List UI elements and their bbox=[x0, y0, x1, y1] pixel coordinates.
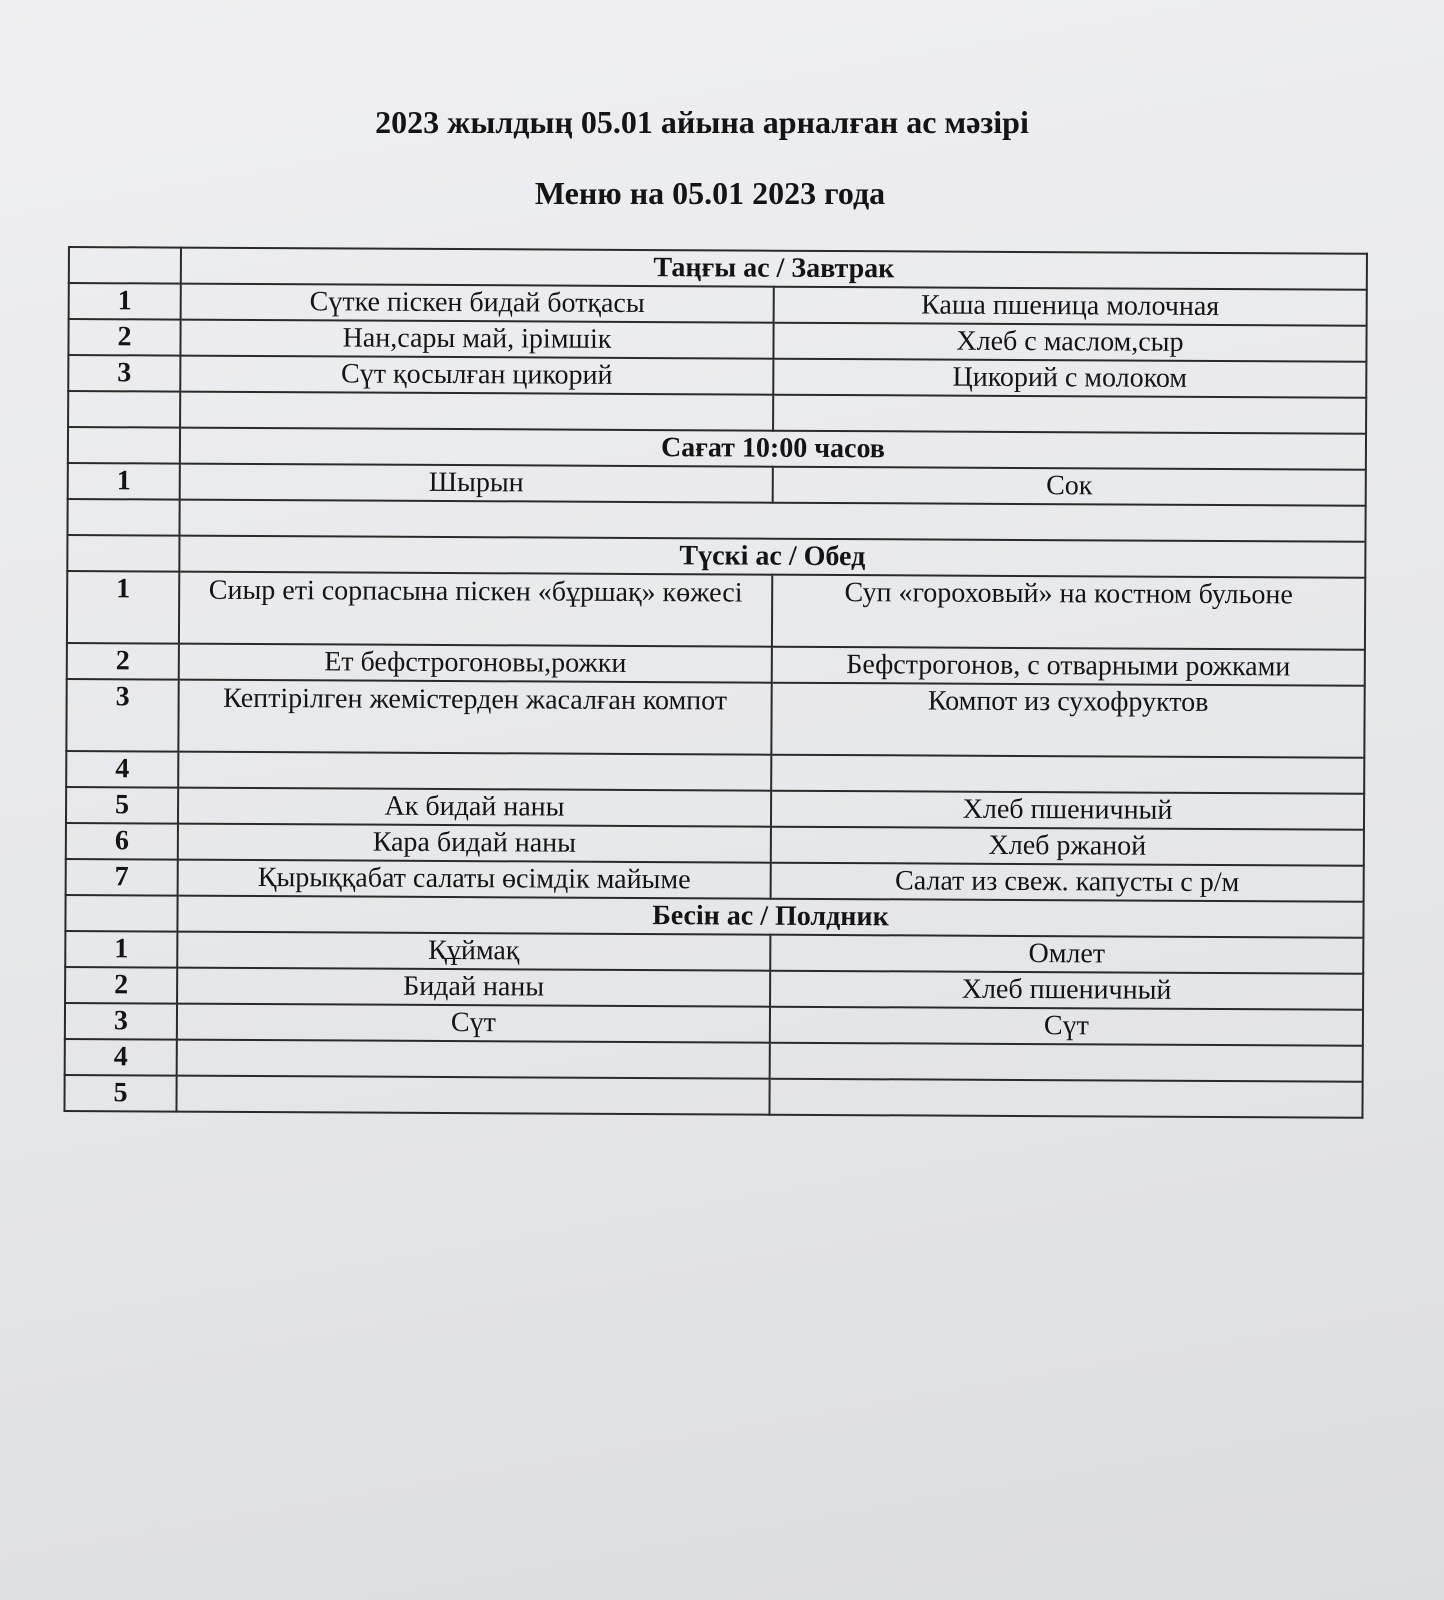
dish-russian bbox=[771, 755, 1364, 794]
section-heading: Сағат 10:00 часов bbox=[180, 428, 1366, 470]
menu-table bbox=[63, 246, 1368, 1119]
row-number: 1 bbox=[69, 283, 181, 320]
dish-kazakh: Сүтке піскен бидай ботқасы bbox=[181, 284, 774, 323]
dish-russian: Хлеб с маслом,сыр bbox=[773, 323, 1366, 362]
title-russian: Меню на 05.01 2023 года bbox=[534, 175, 886, 211]
dish-russian: Бефстрогонов, с отварными рожками bbox=[772, 647, 1365, 686]
section-num-cell bbox=[68, 427, 180, 464]
row-number: 1 bbox=[68, 463, 180, 500]
dish-russian bbox=[769, 1079, 1362, 1118]
section-heading: Түскі ас / Обед bbox=[179, 536, 1365, 578]
dish-kazakh bbox=[176, 1076, 769, 1115]
section-num-cell bbox=[69, 247, 181, 284]
row-number: 3 bbox=[68, 355, 180, 392]
row-number: 1 bbox=[65, 931, 177, 968]
section-heading: Бесін ас / Полдник bbox=[177, 896, 1363, 938]
dish-russian: Салат из свеж. капусты с р/м bbox=[771, 863, 1364, 902]
dish-russian: Сок bbox=[773, 467, 1366, 506]
menu-row bbox=[64, 1075, 1362, 1118]
dish-kazakh: Қырыққабат салаты өсімдік майыме bbox=[178, 860, 771, 899]
row-number: 4 bbox=[65, 1039, 177, 1076]
section-num-cell bbox=[67, 535, 179, 572]
row-number: 5 bbox=[64, 1075, 176, 1112]
dish-kazakh: Сүт қосылған цикорий bbox=[180, 356, 773, 395]
dish-kazakh: Сүт bbox=[177, 1004, 770, 1043]
dish-russian: Цикорий с молоком bbox=[773, 359, 1366, 398]
dish-kazakh bbox=[180, 392, 773, 431]
blank-num-cell bbox=[67, 499, 179, 536]
row-number: 2 bbox=[68, 319, 180, 356]
dish-kazakh: Нан,сары май, ірімшік bbox=[180, 320, 773, 359]
dish-russian: Омлет bbox=[770, 935, 1363, 974]
dish-kazakh bbox=[177, 1040, 770, 1079]
dish-russian: Хлеб пшеничный bbox=[770, 971, 1363, 1010]
dish-russian bbox=[770, 1043, 1363, 1082]
dish-russian: Сүт bbox=[770, 1007, 1363, 1046]
menu-row bbox=[66, 679, 1364, 758]
menu-row bbox=[67, 571, 1365, 650]
dish-kazakh: Ет бефстрогоновы,рожки bbox=[179, 644, 772, 683]
dish-kazakh: Шырын bbox=[180, 464, 773, 503]
dish-russian: Хлеб пшеничный bbox=[771, 791, 1364, 830]
dish-kazakh: Бидай наны bbox=[177, 968, 770, 1007]
dish-kazakh: Ак бидай наны bbox=[178, 788, 771, 827]
section-heading: Таңғы ас / Завтрак bbox=[181, 248, 1367, 290]
dish-russian: Хлеб ржаной bbox=[771, 827, 1364, 866]
title-kazakh: 2023 жылдың 05.01 айына арналған ас мәзірі bbox=[375, 104, 1029, 140]
dish-russian: Компот из сухофруктов bbox=[771, 683, 1364, 758]
dish-russian: Каша пшеница молочная bbox=[774, 287, 1367, 326]
row-number: 3 bbox=[66, 679, 178, 752]
row-number bbox=[68, 391, 180, 428]
dish-kazakh: Құймақ bbox=[177, 932, 770, 971]
dish-russian bbox=[773, 395, 1366, 434]
row-number: 2 bbox=[67, 643, 179, 680]
blank-cell bbox=[179, 500, 1365, 542]
dish-kazakh: Сиыр еті сорпасына піскен «бұршақ» көжесі bbox=[179, 572, 772, 647]
row-number: 7 bbox=[66, 859, 178, 896]
dish-russian: Суп «гороховый» на костном бульоне bbox=[772, 575, 1365, 650]
row-number: 1 bbox=[67, 571, 179, 644]
section-num-cell bbox=[65, 895, 177, 932]
row-number: 4 bbox=[66, 751, 178, 788]
row-number: 5 bbox=[66, 787, 178, 824]
dish-kazakh bbox=[178, 752, 771, 791]
row-number: 3 bbox=[65, 1003, 177, 1040]
row-number: 6 bbox=[66, 823, 178, 860]
dish-kazakh: Кара бидай наны bbox=[178, 824, 771, 863]
dish-kazakh: Кептірілген жемістерден жасалған компот bbox=[178, 680, 771, 755]
row-number: 2 bbox=[65, 967, 177, 1004]
